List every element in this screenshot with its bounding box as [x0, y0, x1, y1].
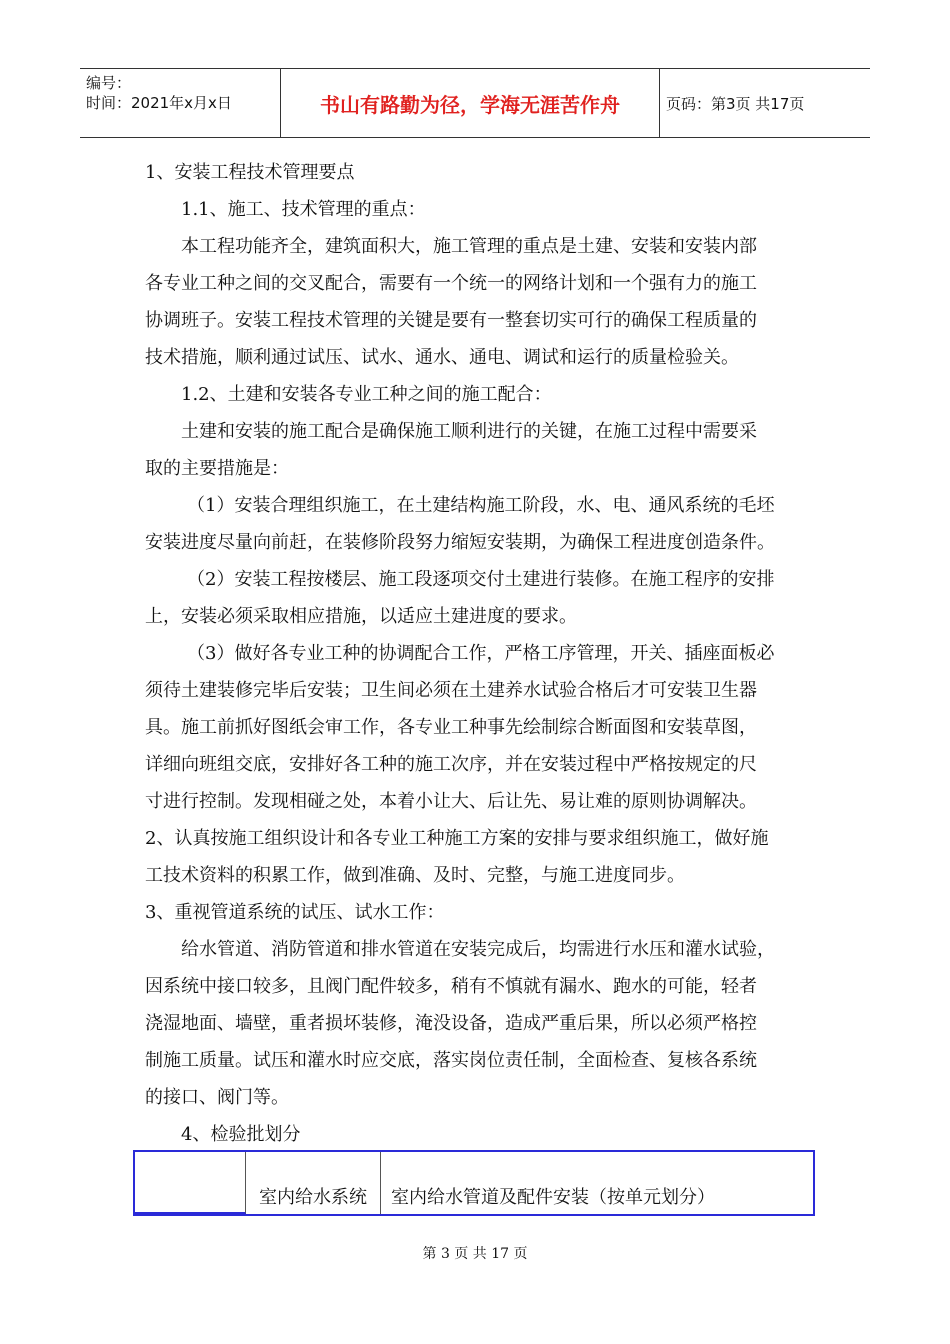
table-cell-empty: [135, 1152, 246, 1214]
table-cell-system: 室内给水系统: [246, 1152, 381, 1214]
header-motto: 书山有路勤为径，学海无涯苦作舟: [280, 69, 660, 137]
paragraph-line: 本工程功能齐全，建筑面积大，施工管理的重点是土建、安装和安装内部: [181, 236, 757, 257]
paragraph-line: 浇湿地面、墙壁，重者损坏装修，淹没设备，造成严重后果，所以必须严格控: [145, 1013, 757, 1034]
paragraph-line: （3）做好各专业工种的协调配合工作，严格工序管理，开关、插座面板必: [187, 643, 775, 664]
time-label: 时间：2021年x月x日: [86, 94, 232, 112]
paragraph-line: 土建和安装的施工配合是确保施工顺利进行的关键，在施工过程中需要采: [181, 421, 757, 442]
paragraph-line: 4、检验批划分: [181, 1124, 301, 1145]
document-body: [145, 154, 815, 1153]
paragraph-line: 3、重视管道系统的试压、试水工作：: [145, 902, 445, 923]
paragraph-line: 具。施工前抓好图纸会审工作，各专业工种事先绘制综合断面图和安装草图，: [145, 717, 757, 738]
paragraph-line: 工技术资料的积累工作，做到准确、及时、完整，与施工进度同步。: [145, 865, 685, 886]
paragraph-line: 协调班子。安装工程技术管理的关键是要有一整套切实可行的确保工程质量的: [145, 310, 757, 331]
paragraph-line: （1）安装合理组织施工，在土建结构施工阶段，水、电、通风系统的毛坯: [187, 495, 775, 516]
table-cell-item: 室内给水管道及配件安装（按单元划分）: [391, 1187, 715, 1208]
paragraph-line: 制施工质量。试压和灌水时应交底，落实岗位责任制，全面检查、复核各系统: [145, 1050, 757, 1071]
paragraph-line: 寸进行控制。发现相碰之处，本着小让大、后让先、易让难的原则协调解决。: [145, 791, 757, 812]
page-header: [80, 68, 870, 138]
serial-label: 编号：: [86, 74, 132, 92]
paragraph-line: 1.2、土建和安装各专业工种之间的施工配合：: [181, 384, 552, 405]
paragraph-line: 取的主要措施是：: [145, 458, 289, 479]
header-meta: [80, 69, 280, 137]
paragraph-line: 上，安装必须采取相应措施，以适应土建进度的要求。: [145, 606, 577, 627]
paragraph-line: 技术措施，顺利通过试压、试水、通水、通电、调试和运行的质量检验关。: [145, 347, 739, 368]
paragraph-line: 须待土建装修完毕后安装；卫生间必须在土建养水试验合格后才可安装卫生器: [145, 680, 757, 701]
header-page-info: 页码：第3页 共17页: [666, 94, 805, 113]
paragraph-line: 2、认真按施工组织设计和各专业工种施工方案的安排与要求组织施工，做好施: [145, 828, 769, 849]
page-footer: 第 3 页 共 17 页: [422, 1246, 528, 1262]
paragraph-line: 因系统中接口较多，且阀门配件较多，稍有不慎就有漏水、跑水的可能，轻者: [145, 976, 757, 997]
paragraph-line: 安装进度尽量向前赶，在装修阶段努力缩短安装期，为确保工程进度创造条件。: [145, 532, 775, 553]
inspection-batch-table: [133, 1150, 815, 1216]
paragraph-line: 1、安装工程技术管理要点: [145, 162, 355, 183]
paragraph-line: （2）安装工程按楼层、施工段逐项交付土建进行装修。在施工程序的安排: [187, 569, 775, 590]
paragraph-line: 1.1、施工、技术管理的重点：: [181, 199, 426, 220]
paragraph-line: 各专业工种之间的交叉配合，需要有一个统一的网络计划和一个强有力的施工: [145, 273, 757, 294]
paragraph-line: 详细向班组交底，安排好各工种的施工次序，并在安装过程中严格按规定的尺: [145, 754, 757, 775]
paragraph-line: 给水管道、消防管道和排水管道在安装完成后，均需进行水压和灌水试验，: [181, 939, 775, 960]
paragraph-line: 的接口、阀门等。: [145, 1087, 289, 1108]
